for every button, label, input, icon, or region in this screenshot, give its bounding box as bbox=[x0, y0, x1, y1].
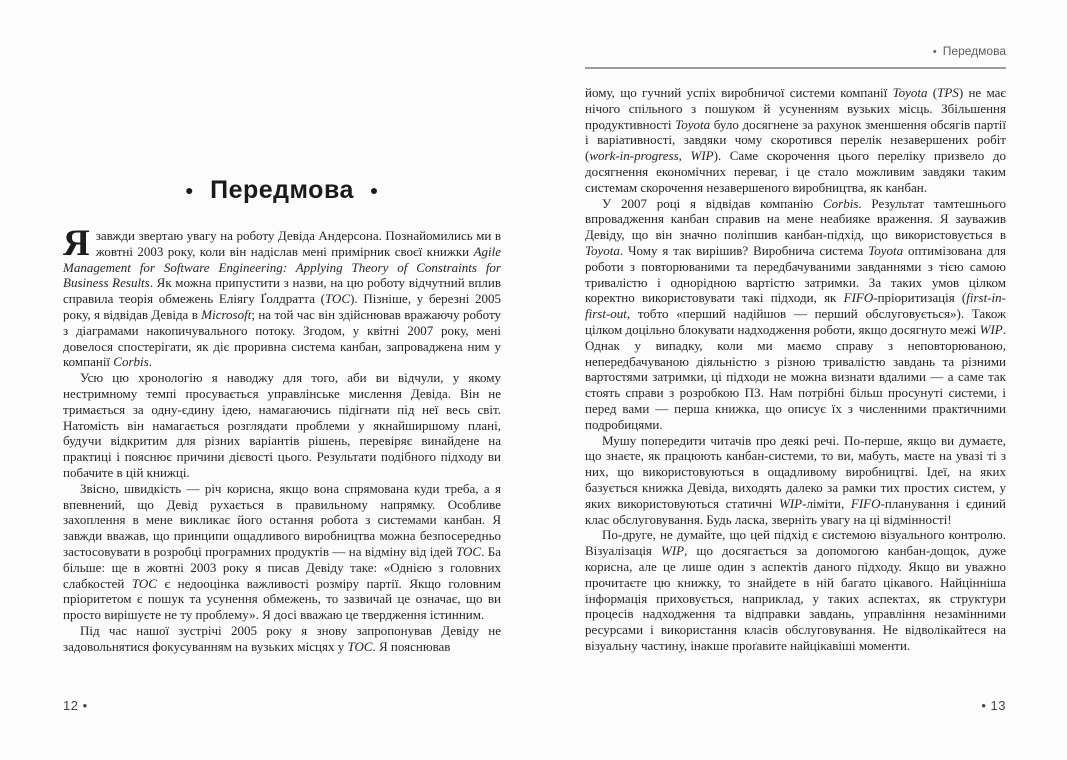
drop-cap: Я bbox=[63, 223, 90, 264]
italic-text-run: Toyota bbox=[892, 85, 928, 100]
running-header-text: Передмова bbox=[942, 44, 1006, 58]
italic-text-run: work-in-progress, WIP bbox=[589, 148, 714, 164]
text-run: . Результат тамтешнього впровадження канбан справив на мене неабияке враження. Я зауважив Девіду, що він значно поліпшив канбан-підхід, що використовується в bbox=[585, 195, 1006, 243]
page-title-text: Передмова bbox=[210, 176, 354, 204]
paragraph bbox=[585, 433, 1006, 528]
italic-text-run: TOC bbox=[325, 291, 351, 307]
italic-text-run: Agile Management for Software Engineering: Applying Theory of Constraints for Business Results bbox=[63, 243, 501, 291]
text-run: . Як можна припустити з назви, на цю роботу відчутний вплив справила теорія обмежень Еліягу Ґолдратта ( bbox=[63, 275, 502, 307]
text-run: У 2007 році я відвідав компанію bbox=[602, 195, 823, 211]
paragraph bbox=[63, 481, 501, 623]
italic-text-run: TPS bbox=[937, 85, 959, 100]
paragraph bbox=[585, 196, 1006, 433]
text-run: ). Саме скорочення цього переліку призвело до досягнення економічних переваг, і це стало можливим завдяки таким системам скорочення незавершеного виробництва, як канбан. bbox=[585, 148, 1006, 195]
text-run: є недооцінка важливості розміру партії. Якщо головним пріоритетом є пошук та усунення обмежень, то зазвичай це означає, що ви просто вирішуєте не ту проблему». Я досі вважаю це твердження істинним. bbox=[63, 575, 501, 623]
text-run: По-друге, не думайте, що цей підхід є системою візуального контролю. Візуалізація bbox=[585, 527, 1006, 559]
paragraph bbox=[63, 623, 501, 655]
text-run: Усю цю хронологію я наводжу для того, аби ви відчули, у якому нестримному темпі просувається управлінське мислення Девіда. Він не тримається за одну-єдину ідею, намагаючись підігнати під неї весь світ. Натомість він намагається розглядати проблеми у якнайширшому плані, будучи відкритим для різних варіантів рішень, перевіряє винайдене на практиці і пояснює причини дієвості цього. Результати подібного підходу ви побачите в цій книжці. bbox=[63, 370, 501, 480]
running-header bbox=[585, 0, 1006, 58]
paragraph bbox=[63, 223, 502, 370]
right-page bbox=[585, 0, 1006, 654]
bullet-icon: ● bbox=[185, 182, 195, 198]
text-run: . Ба більше: ще в жовтні 2003 року я писав Девіду таке: «Однією з головних слабкостей bbox=[63, 543, 501, 591]
italic-text-run: WIP bbox=[661, 543, 685, 559]
text-run: було досягнене за рахунок зменшення обсягів партії і варіативності, завдяки чому скоротився перелік незавершених робіт ( bbox=[585, 116, 1006, 164]
italic-text-run: Toyota bbox=[675, 116, 711, 132]
text-run: -ліміти, bbox=[802, 495, 851, 511]
italic-text-run: Corbis bbox=[823, 195, 859, 211]
text-run: Мушу попередити читачів про деякі речі. По-перше, якщо ви думаєте, що знаєте, як працюють канбан-системи, то ви, мабуть, маєте на увазі ті з них, що використовуються в ощадливому виробництві. Ідеї, на яких базується книжка Девіда, виходять далеко за рамки тих простих систем, у яких використовуються статичні bbox=[585, 432, 1006, 511]
right-page-body bbox=[585, 85, 1006, 654]
paragraph bbox=[63, 370, 501, 481]
text-run: йому, що гучний успіх виробничої системи компанії bbox=[585, 85, 893, 100]
text-run: -планування і єдиний клас обслуговування. Будь ласка, зверніть увагу на ці відмінності! bbox=[585, 495, 1007, 527]
italic-text-run: FIFO bbox=[843, 290, 874, 306]
italic-text-run: TOC bbox=[131, 575, 157, 591]
italic-text-run: TOC bbox=[347, 638, 373, 654]
text-run: оптимізована для роботи з повторюваними та передбачуваними завданнями з тією самою тривалістю і однорідною вартістю затримки. За таких умов цілком коректно використовувати такі підходи, як bbox=[585, 242, 1006, 306]
text-run: ( bbox=[927, 85, 938, 100]
text-run: . bbox=[148, 354, 152, 370]
italic-text-run: Microsoft bbox=[201, 306, 252, 322]
bullet-icon: ● bbox=[369, 182, 379, 198]
italic-text-run: FIFO bbox=[850, 495, 881, 511]
italic-text-run: TOC bbox=[456, 543, 482, 559]
italic-text-run: first-in-first-out bbox=[585, 290, 1006, 322]
text-run: . Чому я так вирішив? Виробнича система bbox=[619, 242, 869, 258]
italic-text-run: WIP bbox=[979, 321, 1003, 337]
page-number-left: 12 • bbox=[63, 698, 88, 713]
italic-text-run: Toyota bbox=[585, 242, 620, 258]
italic-text-run: Toyota bbox=[868, 242, 904, 258]
page-number-right: • 13 bbox=[981, 698, 1006, 713]
paragraph bbox=[585, 85, 1006, 196]
bullet-icon: • bbox=[932, 46, 937, 58]
italic-text-run: WIP bbox=[779, 495, 803, 511]
left-page-body bbox=[63, 223, 502, 655]
header-rule bbox=[585, 67, 1006, 69]
text-run: , тобто «перший надійшов — перший обслуговується»). Також цілком доцільно блокувати надходження роботи, якщо досягнуто межі bbox=[585, 306, 1006, 337]
text-run: ) не має нічого спільного з пошуком й усуненням вузьких місць. Збільшення продуктивності bbox=[585, 85, 1006, 132]
italic-text-run: Corbis bbox=[113, 354, 149, 370]
text-run: ; на той час він здійснював вражаючу роботу з діаграмами накопичувального потоку. Згодом, у квітні 2007 року, мені довелося спостерігати, як діє проривна система канбан, запроваджена ним у компанії bbox=[63, 306, 501, 370]
page-title bbox=[63, 176, 501, 204]
text-run: -пріоритизація ( bbox=[873, 290, 967, 306]
left-page bbox=[63, 0, 501, 655]
paragraph bbox=[585, 527, 1006, 653]
text-run: . Однак у випадку, коли ми маємо справу з неповторюваною, непередбачуваною діяльністю з різною тривалістю завдань та різними вартостями затримки, ці підходи не можна визнати вдалими — а саме так стоять справи з розробкою ПЗ. Нам потрібні більш просунуті системи, і перед вами — перша книжка, що описує їх з численними практичними подробицями. bbox=[585, 321, 1006, 432]
text-run: . Я пояснював bbox=[372, 638, 451, 654]
text-run: Під час нашої зустрічі 2005 року я знову запропонував Девіду не задовольнятися фокусуванням на вузьких місцях у bbox=[63, 622, 501, 654]
text-run: завжди звертаю увагу на роботу Девіда Андерсона. Познайомились ми в жовтні 2003 року, коли він надіслав мені примірник своєї книжки bbox=[95, 228, 501, 259]
text-run: , що досягається за допомогою канбан-дощок, дуже корисна, але це лише один з аспектів даного підходу. Якщо ви уважно прочитаєте цю книжку, то знайдете в ній багато цікавого. Найцінніша інформація приховується, наприклад, у таких аспектах, як структури процесів надходження та відправки завдань, управління незамінними ресурсами і використання класів обслуговування. Не відволікайтеся на візуальну частину, інакше проґавите найцікавіші моменти. bbox=[585, 543, 1006, 653]
text-run: Звісно, швидкість — річ корисна, якщо вона спрямована куди треба, а я впевнений, що Девід рухається в правильному напрямку. Особливе захоплення в мене викликає його остання робота з системами канбан. Я завжди вважав, що принципи ощадливого виробництва можна безпосередньо застосовувати в розробці програмних продуктів — на відміну від ідей bbox=[63, 480, 501, 559]
text-run: ). Пізніше, у березні 2005 року, я відвідав Девіда в bbox=[63, 291, 501, 322]
